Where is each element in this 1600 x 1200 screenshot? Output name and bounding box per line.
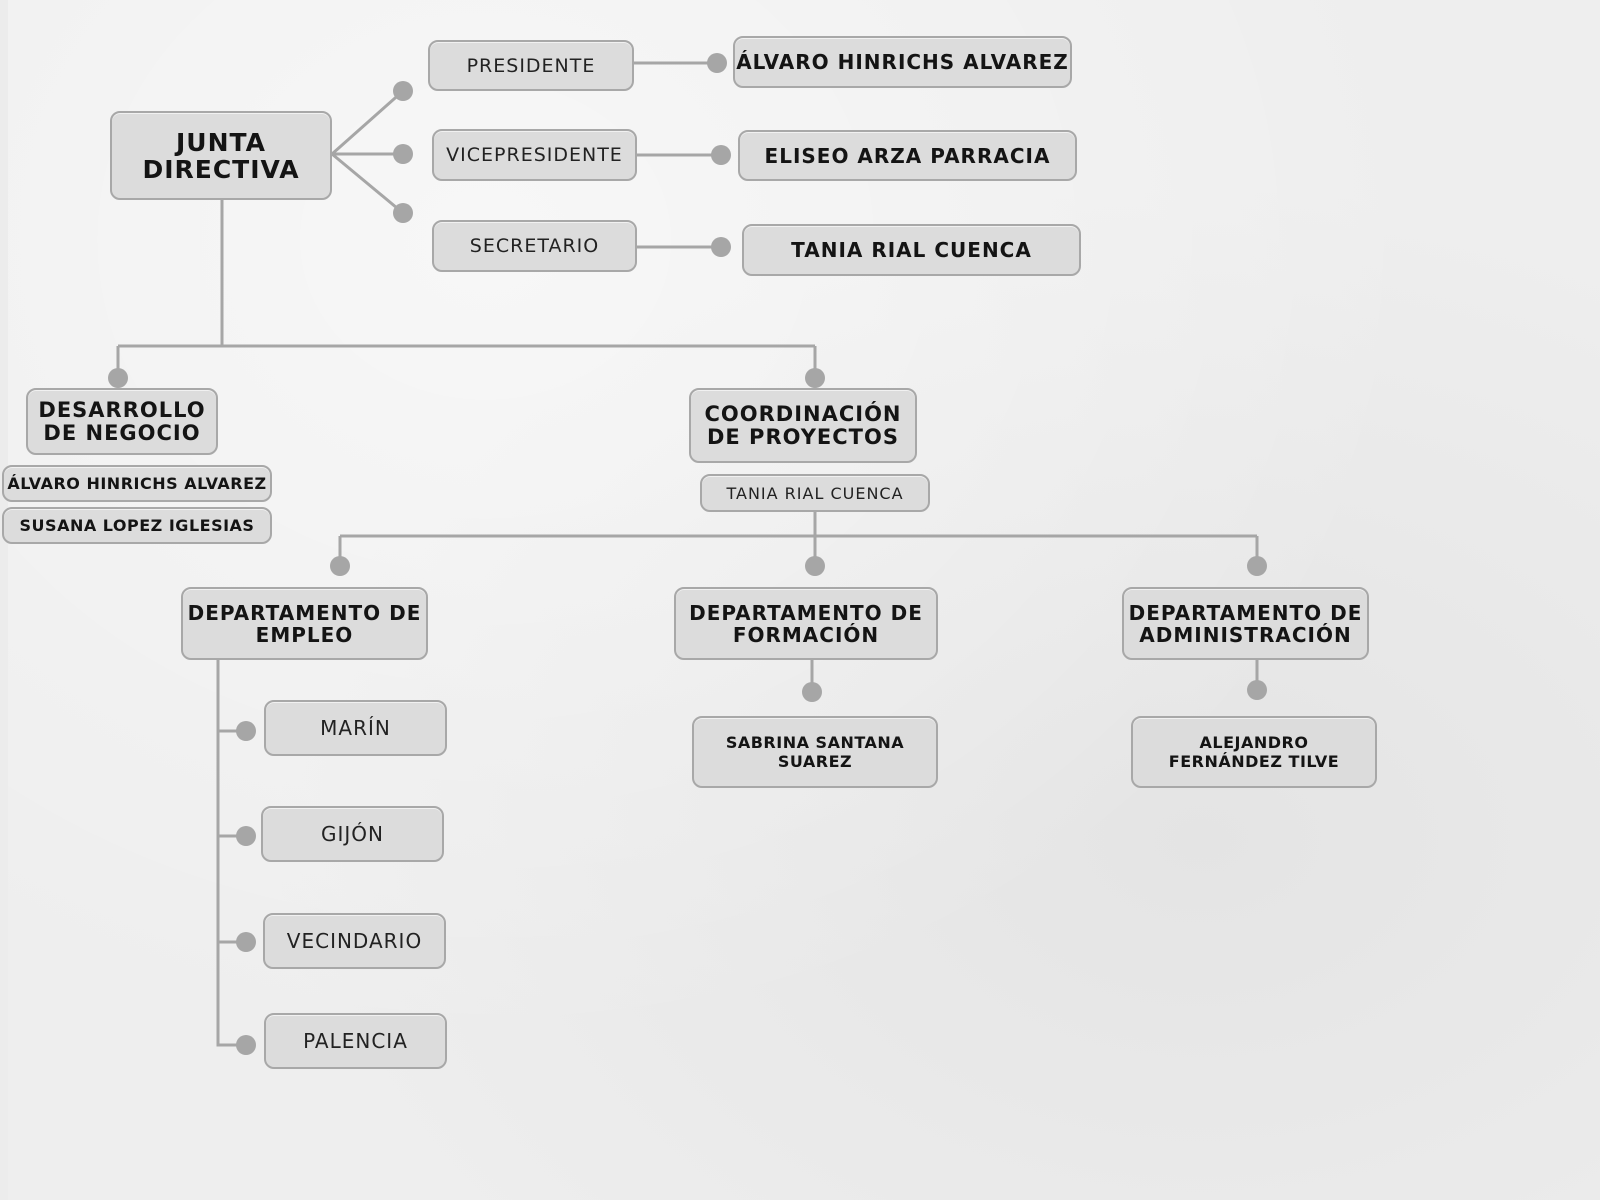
connector-dot xyxy=(711,237,731,257)
connector-dot xyxy=(1247,556,1267,576)
node-label: DEPARTAMENTO DE FORMACIÓN xyxy=(689,600,923,647)
node-label: PRESIDENTE xyxy=(466,54,596,77)
node-label: DEPARTAMENTO DE ADMINISTRACIÓN xyxy=(1128,600,1363,647)
node-label: VECINDARIO xyxy=(286,929,423,953)
node-administration-member xyxy=(1131,716,1377,788)
node-label: ALEJANDRO FERNÁNDEZ TILVE xyxy=(1168,733,1340,771)
node-label: DESARROLLO DE NEGOCIO xyxy=(38,397,206,445)
node-label: VICEPRESIDENTE xyxy=(446,144,623,166)
node-coordinacion-proyectos xyxy=(689,388,917,463)
connector-dot xyxy=(108,368,128,388)
node-location-vecindario xyxy=(263,913,446,969)
node-label: COORDINACIÓN DE PROYECTOS xyxy=(704,401,902,449)
node-person-secretary xyxy=(742,224,1081,276)
node-label: JUNTA DIRECTIVA xyxy=(142,127,300,184)
node-person-president xyxy=(733,36,1072,88)
connector-dot xyxy=(805,368,825,388)
connector-dot xyxy=(393,81,413,101)
connector-dot xyxy=(393,203,413,223)
connector-dot xyxy=(236,932,256,952)
connector-dot xyxy=(1247,680,1267,700)
node-coordination-member xyxy=(700,474,930,512)
node-label: ÁLVARO HINRICHS ALVAREZ xyxy=(736,50,1069,74)
connector-dot xyxy=(236,1035,256,1055)
node-label: TANIA RIAL CUENCA xyxy=(791,238,1032,262)
node-departamento-administracion xyxy=(1122,587,1369,660)
connector-dot xyxy=(805,556,825,576)
node-label: SUSANA LOPEZ IGLESIAS xyxy=(19,516,255,535)
node-role-vicepresident xyxy=(432,129,637,181)
node-training-member xyxy=(692,716,938,788)
connector-dot xyxy=(707,53,727,73)
node-label: GIJÓN xyxy=(321,822,384,846)
node-junta-directiva xyxy=(110,111,332,200)
connector-dot xyxy=(711,145,731,165)
node-desarrollo-negocio xyxy=(26,388,218,455)
node-departamento-empleo xyxy=(181,587,428,660)
node-location-palencia xyxy=(264,1013,447,1069)
node-label: SECRETARIO xyxy=(469,235,600,257)
node-label: PALENCIA xyxy=(303,1029,408,1053)
node-label: ÁLVARO HINRICHS ALVAREZ xyxy=(7,474,267,493)
connector-locations-spine xyxy=(218,660,246,1045)
connector-president xyxy=(332,91,403,154)
node-role-president xyxy=(428,40,634,91)
node-person-vicepresident xyxy=(738,130,1077,181)
connector-dot xyxy=(236,721,256,741)
node-location-marin xyxy=(264,700,447,756)
node-label: DEPARTAMENTO DE EMPLEO xyxy=(187,600,422,647)
node-business-member xyxy=(2,507,272,544)
node-label: TANIA RIAL CUENCA xyxy=(726,483,904,503)
connector-dot xyxy=(236,826,256,846)
node-location-gijon xyxy=(261,806,444,862)
node-label: SABRINA SANTANA SUAREZ xyxy=(725,733,905,771)
node-label: ELISEO ARZA PARRACIA xyxy=(764,143,1051,168)
node-role-secretary xyxy=(432,220,637,272)
node-departamento-formacion xyxy=(674,587,938,660)
connector-dot xyxy=(802,682,822,702)
connector-secretary xyxy=(332,154,403,213)
connector-dot xyxy=(330,556,350,576)
node-business-member xyxy=(2,465,272,502)
connector-dot xyxy=(393,144,413,164)
node-label: MARÍN xyxy=(320,716,391,740)
